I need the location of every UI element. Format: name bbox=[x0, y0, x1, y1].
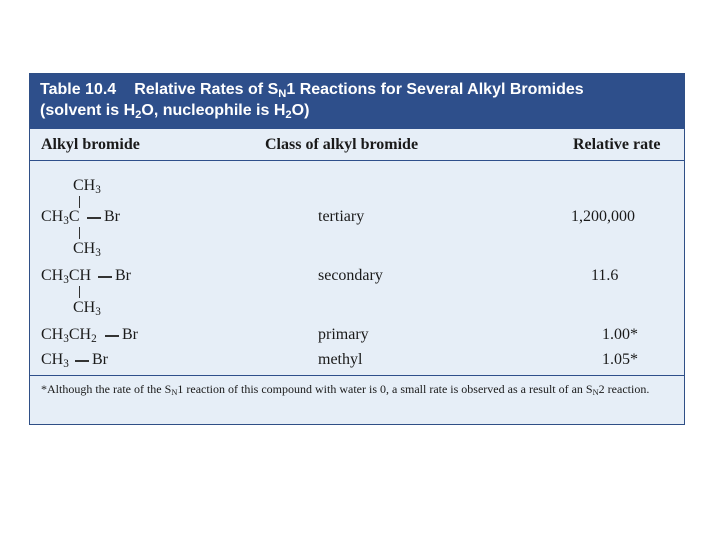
col-alkyl-bromide: Alkyl bromide bbox=[41, 136, 140, 153]
table-subtitle: (solvent is $H_2O$, nucleophile is $H_2O$) bbox=[40, 102, 310, 121]
class-tertiary: tertiary bbox=[318, 208, 365, 225]
footnote-rule bbox=[30, 375, 684, 376]
table-panel: Table 10.4 Relative Rates of $S_N1$ Reactions for Several Alkyl Bromides (solvent is $H_2O$, nucleophile is $H_2O$) Alkyl bromide Class of alkyl bromide Relative rate $CH_3$ $CH_3C$ Br $CH_3$ tertiary 1,200,000 $CH_3CH$ Br $CH_3$ secondary 11.6 $CH_3CH_2$ Br primary 1.00* $CH_3$ Br methyl 1.05* *Although the rate of the $S_N1$ reaction of this compound with water is 0, a small rate is observed as a result of an $S_N2$ reaction. bbox=[29, 73, 685, 425]
rate-methyl: 1.05* bbox=[602, 351, 638, 368]
table-header bbox=[30, 74, 684, 127]
col-class: Class of alkyl bromide bbox=[265, 136, 419, 153]
footnote: *Although the rate of the $S_N1$ reaction of this compound with water is 0, a small rate is observed as a result of an $S_N2$ reaction. bbox=[41, 382, 650, 398]
table-title: Table 10.4 Relative Rates of $S_N1$ Reactions for Several Alkyl Bromides bbox=[40, 81, 584, 100]
column-header-rule bbox=[30, 160, 684, 161]
rate-secondary: 11.6 bbox=[591, 267, 619, 284]
header-rule bbox=[30, 127, 684, 129]
rate-primary: 1.00* bbox=[602, 326, 638, 343]
rate-tertiary: 1,200,000 bbox=[571, 208, 635, 225]
class-methyl: methyl bbox=[318, 351, 363, 368]
class-primary: primary bbox=[318, 326, 369, 343]
class-secondary: secondary bbox=[318, 267, 383, 284]
col-rate: Relative rate bbox=[573, 136, 661, 153]
